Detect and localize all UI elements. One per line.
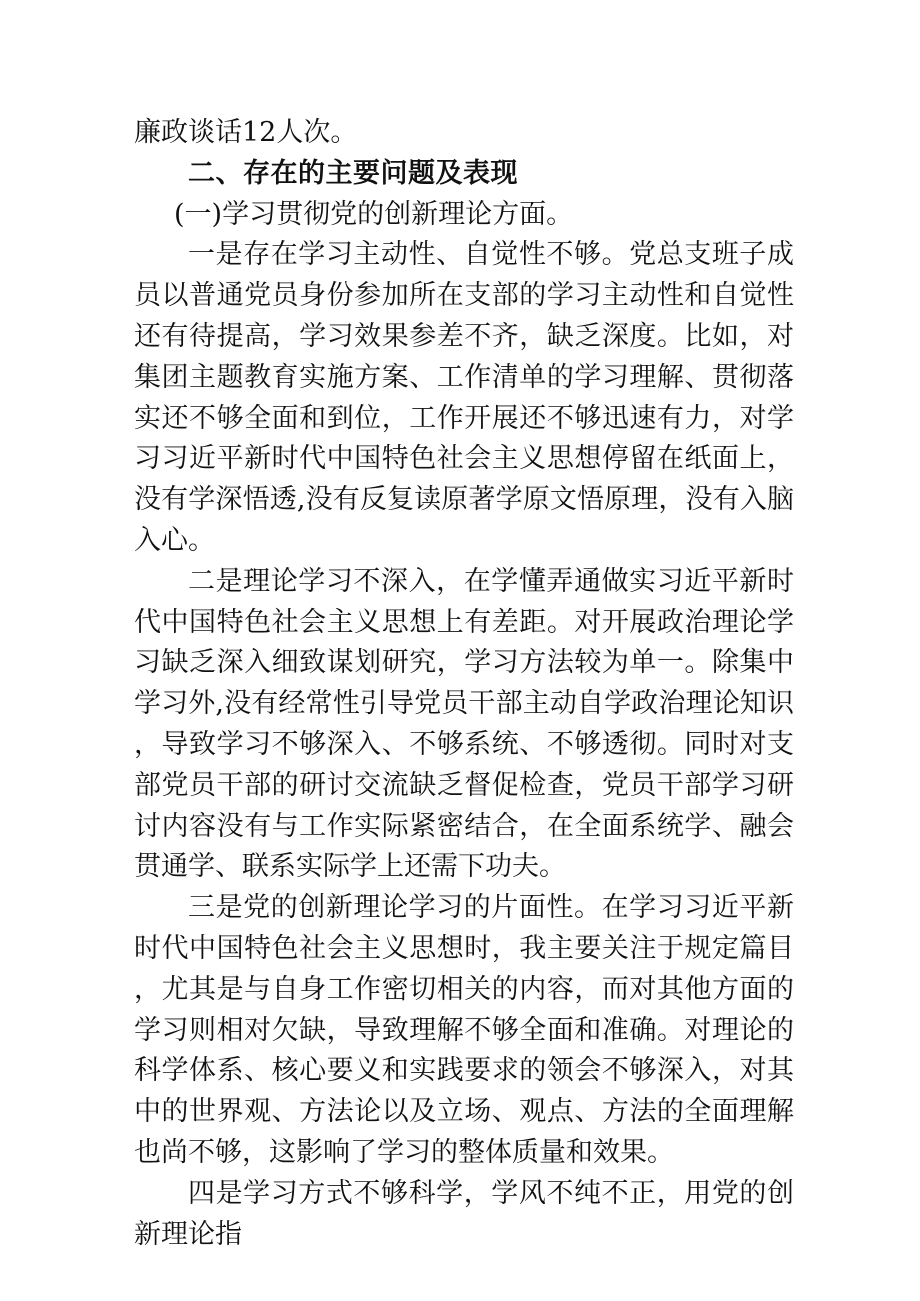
paragraph-4: 四是学习方式不够科学，学风不纯不正，用党的创新理论指 <box>134 1177 794 1250</box>
document-body <box>134 113 794 1255</box>
section-heading: 二、存在的主要问题及表现 <box>188 157 518 189</box>
paragraph-3: 三是党的创新理论学习的片面性。在学习习近平新时代中国特色社会主义思想时，我主要关注于规定篇目，尤其是与自身工作密切相关的内容，而对其他方面的学习则相对欠缺，导致理解不够全面和准确。对理论的科学体系、核心要义和实践要求的领会不够深入，对其中的世界观、方法论以及立场、观点、方法的全面理解也尚不够，这影响了学习的整体质量和效果。 <box>134 892 794 1168</box>
paragraph-2: 二是理论学习不深入，在学懂弄通做实习近平新时代中国特色社会主义思想上有差距。对开展政治理论学习缺乏深入细致谋划研究，学习方法较为单一。除集中学习外,没有经常性引导党员干部主动自学政治理论知识，导致学习不够深入、不够系统、不够透彻。同时对支部党员干部的研讨交流缺乏督促检查，党员干部学习研讨内容没有与工作实际紧密结合，在全面系统学、融会贯通学、联系实际学上还需下功夫。 <box>134 565 794 883</box>
paragraph-1: 一是存在学习主动性、自觉性不够。党总支班子成员以普通党员身份参加所在支部的学习主动性和自觉性还有待提高，学习效果参差不齐，缺乏深度。比如，对集团主题教育实施方案、工作清单的学习理解、贯彻落实还不够全面和到位，工作开展还不够迅速有力，对学习习近平新时代中国特色社会主义思想停留在纸面上，没有学深悟透,没有反复读原著学原文悟原理，没有入脑入心。 <box>134 239 794 556</box>
lead-line: 廉政谈话12人次。 <box>134 117 358 148</box>
subsection-heading: (一)学习贯彻党的创新理论方面。 <box>174 198 574 230</box>
